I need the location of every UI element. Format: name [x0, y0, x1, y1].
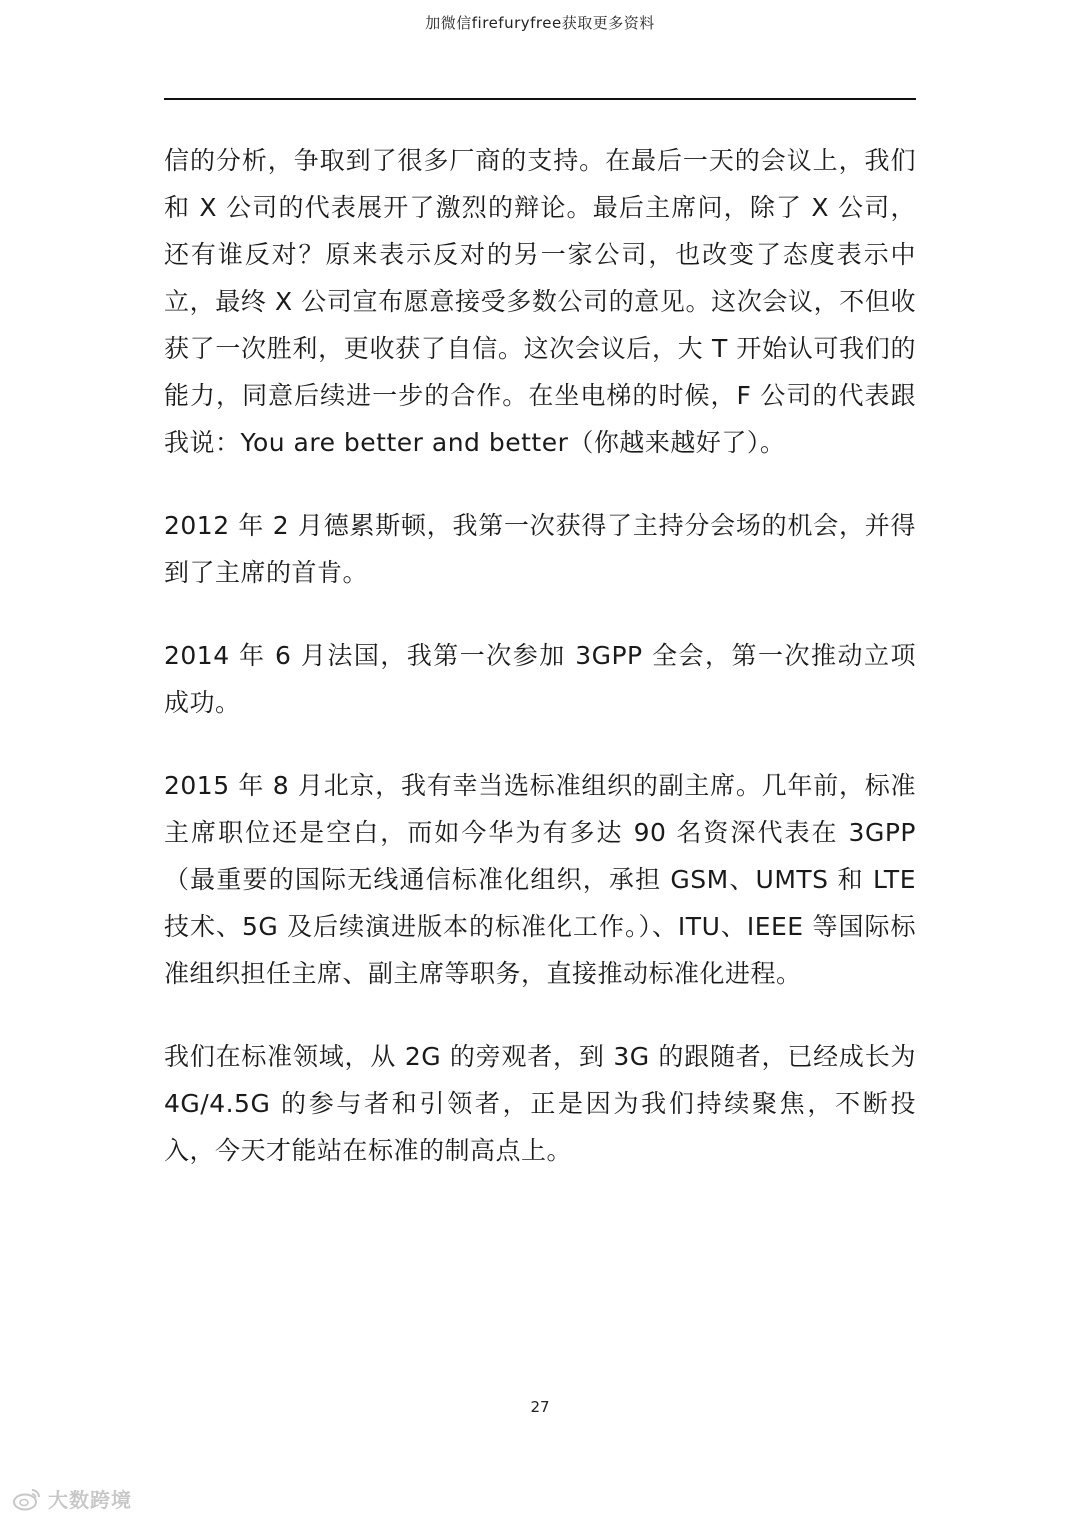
paragraph-2: 2012 年 2 月德累斯顿，我第一次获得了主持分会场的机会，并得到了主席的首肯。 — [164, 511, 916, 587]
header-divider — [164, 98, 916, 100]
page-header: 加微信firefuryfree获取更多资料 — [425, 14, 655, 32]
watermark — [12, 1484, 132, 1513]
paragraph-5: 我们在标准领域，从 2G 的旁观者，到 3G 的跟随者，已经成长为 4G/4.5G 的参与者和引领者，正是因为我们持续聚焦，不断投入，今天才能站在标准的制高点上。 — [164, 1042, 916, 1165]
page-number: 27 — [530, 1398, 550, 1416]
body-text — [164, 137, 916, 1210]
paragraph-3: 2014 年 6 月法国，我第一次参加 3GPP 全会，第一次推动立项成功。 — [164, 641, 916, 717]
watermark-text: 大数跨境 — [48, 1488, 132, 1512]
weibo-logo-icon — [12, 1487, 42, 1511]
paragraph-1: 信的分析，争取到了很多厂商的支持。在最后一天的会议上，我们和 X 公司的代表展开了激烈的辩论。最后主席问，除了 X 公司，还有谁反对？原来表示反对的另一家公司，也改变了态度表示中立，最终 X 公司宣布愿意接受多数公司的意见。这次会议，不但收获了一次胜利，更收获了自信。这次会议后，大 T 开始认可我们的能力，同意后续进一步的合作。在坐电梯的时候，F 公司的代表跟我说：You are better and better（你越来越好了）。 — [164, 146, 916, 457]
paragraph-4: 2015 年 8 月北京，我有幸当选标准组织的副主席。几年前，标准主席职位还是空白，而如今华为有多达 90 名资深代表在 3GPP（最重要的国际无线通信标准化组织，承担 GSM、UMTS 和 LTE 技术、5G 及后续演进版本的标准化工作。）、ITU、IEEE 等国际标准组织担任主席、副主席等职务，直接推动标准化进程。 — [164, 771, 916, 988]
